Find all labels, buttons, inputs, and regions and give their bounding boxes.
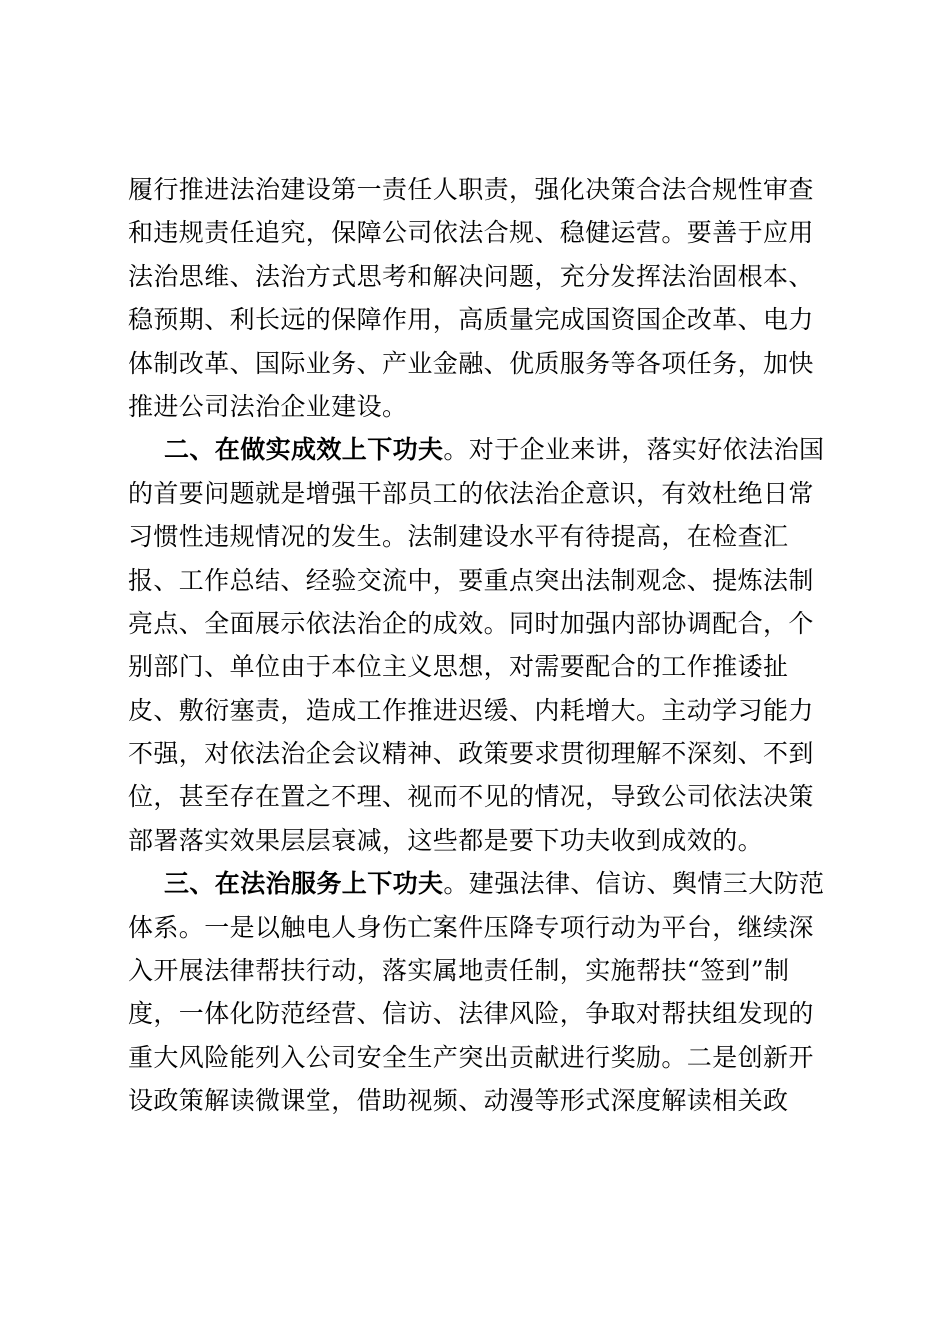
text-line: 部署落实效果层层衰减，这些都是要下功夫收到成效的。 [128, 825, 764, 855]
text-line: 别部门、单位由于本位主义思想，对需要配合的工作推诿扯 [128, 652, 789, 682]
text-line: 设政策解读微课堂，借助视频、动漫等形式深度解读相关政 [128, 1086, 789, 1116]
text-line: 推进公司法治企业建设。 [128, 391, 408, 421]
section-heading: 二、在做实成效上下功夫 [164, 435, 444, 465]
document-page [128, 168, 828, 1123]
text-line: 度，一体化防范经营、信访、法律风险，争取对帮扶组发现的 [128, 999, 814, 1029]
text-line: 重大风险能列入公司安全生产突出贡献进行奖励。二是创新开 [128, 1042, 814, 1072]
text-line: 入开展法律帮扶行动，落实属地责任制，实施帮扶“签到”制 [128, 956, 790, 986]
text-line: 亮点、全面展示依法治企的成效。同时加强内部协调配合，个 [128, 608, 814, 638]
text-line: 不强，对依法治企会议精神、政策要求贯彻理解不深刻、不到 [128, 739, 814, 769]
section-heading-line [128, 862, 828, 905]
heading-tail-text: 。对于企业来讲，落实好依法治国 [443, 435, 825, 465]
text-line: 稳预期、利长远的保障作用，高质量完成国资国企改革、电力 [128, 305, 814, 335]
section-heading: 三、在法治服务上下功夫 [164, 869, 444, 899]
paragraph [128, 168, 828, 428]
section-paragraph [128, 862, 828, 1122]
text-line: 体系。一是以触电人身伤亡案件压降专项行动为平台，继续深 [128, 912, 814, 942]
text-line: 皮、敷衍塞责，造成工作推进迟缓、内耗增大。主动学习能力 [128, 695, 814, 725]
text-line: 体制改革、国际业务、产业金融、优质服务等各项任务，加快 [128, 348, 814, 378]
text-line: 位，甚至存在置之不理、视而不见的情况，导致公司依法决策 [128, 782, 814, 812]
text-line: 履行推进法治建设第一责任人职责，强化决策合法合规性审查 [128, 175, 814, 204]
text-line: 习惯性违规情况的发生。法制建设水平有待提高，在检查汇 [128, 522, 789, 552]
text-line: 和违规责任追究，保障公司依法合规、稳健运营。要善于应用 [128, 218, 814, 248]
section-paragraph [128, 428, 828, 862]
text-line: 的首要问题就是增强干部员工的依法治企意识，有效杜绝日常 [128, 478, 814, 508]
heading-tail-text: 。建强法律、信访、舆情三大防范 [443, 869, 825, 899]
text-line: 报、工作总结、经验交流中，要重点突出法制观念、提炼法制 [128, 565, 814, 595]
section-heading-line [128, 428, 828, 471]
text-line: 法治思维、法治方式思考和解决问题，充分发挥法治固根本、 [128, 261, 814, 291]
